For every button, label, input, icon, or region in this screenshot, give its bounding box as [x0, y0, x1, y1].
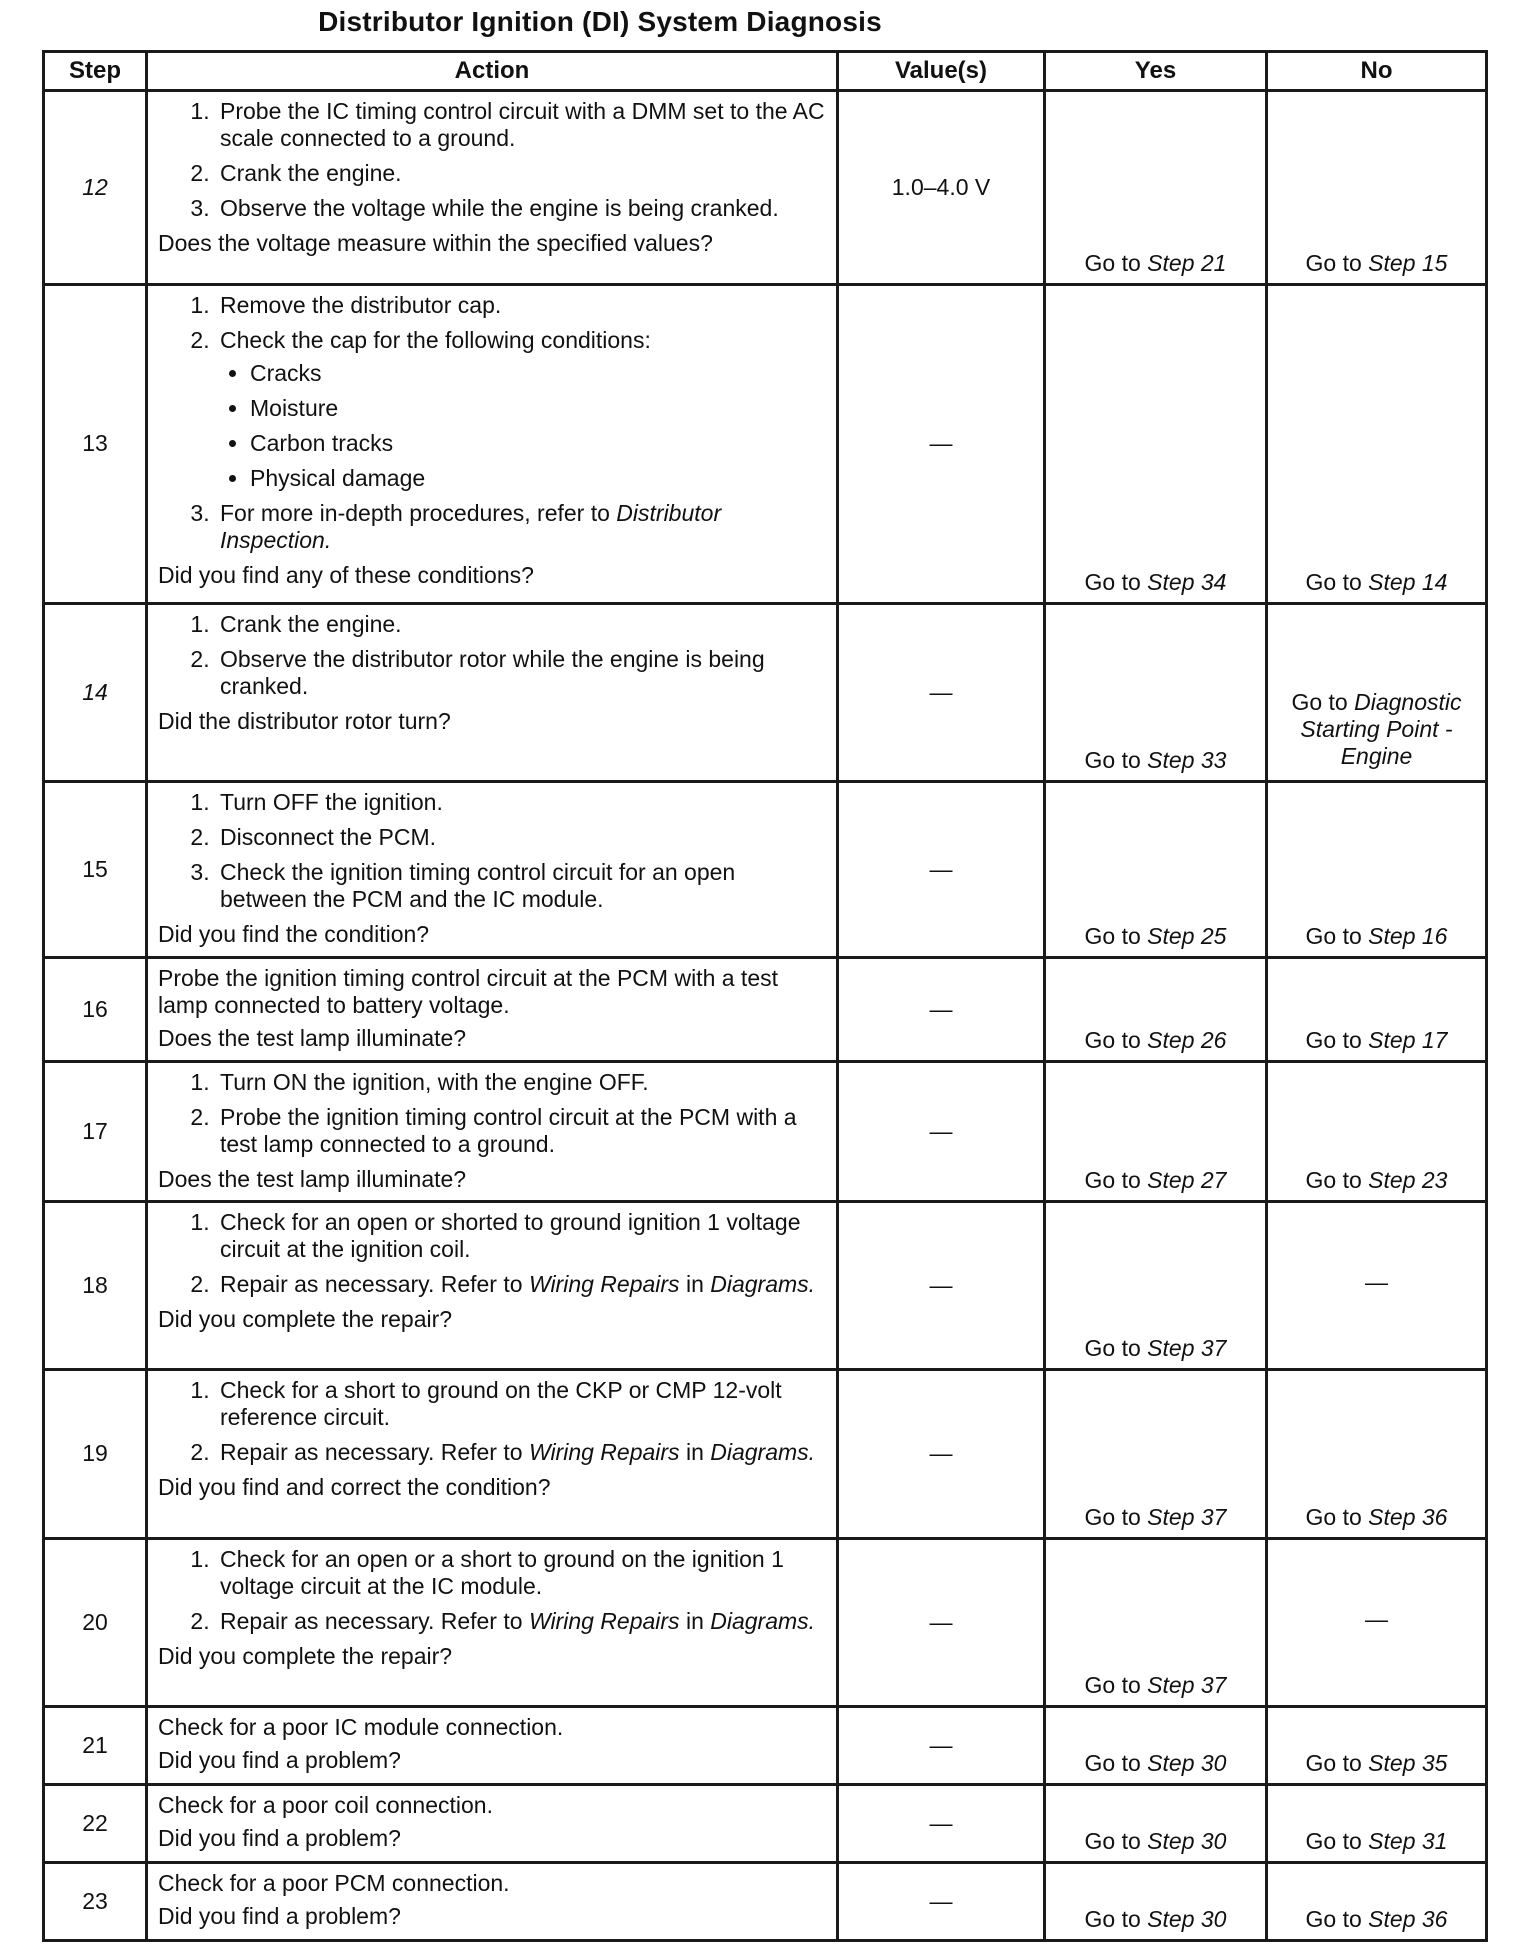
no-step-link[interactable]: Step 15 — [1368, 250, 1448, 277]
no-cell — [1267, 603, 1487, 781]
action-list — [158, 1546, 828, 1635]
step-number: 16 — [44, 957, 147, 1061]
reference-link[interactable]: Wiring Repairs — [528, 1439, 680, 1466]
action-cell — [147, 603, 838, 781]
action-cell — [147, 781, 838, 957]
value-cell: — — [838, 1370, 1045, 1538]
action-item: 1. Check for an open or a short to ground on the ignition 1 voltage circuit at the IC module. — [216, 1546, 828, 1600]
title-text: Distributor Ignition (DI) System Diagnosis — [318, 6, 882, 37]
table-row — [44, 1062, 1487, 1202]
yes-step-link[interactable]: Step 34 — [1147, 568, 1227, 595]
reference-link[interactable]: Wiring Repairs — [528, 1271, 680, 1298]
table-row — [44, 957, 1487, 1061]
action-text: Probe the ignition timing control circuit at the PCM with a test lamp connected to battery voltage. — [158, 964, 779, 1018]
go-to-text: Go to — [1305, 1906, 1362, 1932]
action-cell — [147, 1202, 838, 1370]
reference-link[interactable]: Distributor Inspection. — [220, 500, 722, 554]
condition-item: • Moisture — [250, 395, 828, 422]
no-step-link[interactable]: Diagnostic Starting Point - Engine — [1300, 688, 1462, 769]
go-to-text: Go to — [1084, 1671, 1141, 1698]
yes-step-link[interactable]: Step 21 — [1147, 250, 1227, 277]
yes-step-link[interactable]: Step 30 — [1147, 1749, 1227, 1776]
yes-step-link[interactable]: Step 26 — [1147, 1027, 1227, 1054]
value-cell: — — [838, 1062, 1045, 1202]
table-row — [44, 1370, 1487, 1538]
header-no: No — [1267, 52, 1487, 91]
reference-link[interactable]: Diagrams. — [710, 1271, 816, 1298]
condition-item: • Carbon tracks — [250, 430, 828, 457]
yes-cell — [1045, 603, 1267, 781]
action-text: Check for a poor IC module connection. — [158, 1713, 564, 1740]
no-cell — [1267, 781, 1487, 957]
go-to-text: Go to — [1305, 1503, 1362, 1530]
action-item-text: Repair as necessary. Refer to — [220, 1439, 523, 1466]
header-row — [44, 52, 1487, 91]
action-cell — [147, 957, 838, 1061]
question-text: Does the voltage measure within the specified values? — [158, 230, 713, 256]
question-text: Did you complete the repair? — [158, 1642, 453, 1669]
yes-step-link[interactable]: Step 30 — [1147, 1827, 1227, 1854]
yes-cell — [1045, 1202, 1267, 1370]
yes-cell — [1045, 781, 1267, 957]
question-text: Did you find any of these conditions? — [158, 562, 534, 589]
value-cell: — — [838, 957, 1045, 1061]
action-list — [158, 1209, 828, 1298]
table-row — [44, 603, 1487, 781]
page-title — [0, 6, 1520, 38]
no-cell — [1267, 285, 1487, 603]
no-cell — [1267, 1370, 1487, 1538]
header-action: Action — [147, 52, 838, 91]
no-cell — [1267, 91, 1487, 285]
yes-cell — [1045, 1706, 1267, 1784]
value-cell: — — [838, 603, 1045, 781]
action-item: 3. Check the ignition timing control circuit for an open between the PCM and the IC module. — [216, 859, 828, 913]
no-cell — [1267, 1062, 1487, 1202]
action-list — [158, 1377, 828, 1466]
go-to-text: Go to — [1084, 1027, 1141, 1054]
action-cell — [147, 1784, 838, 1862]
no-step-link[interactable]: Step 36 — [1368, 1906, 1448, 1932]
action-item — [216, 1439, 828, 1466]
go-to-text: Go to — [1084, 568, 1141, 595]
action-cell — [147, 285, 838, 603]
yes-cell — [1045, 1784, 1267, 1862]
go-to-text: Go to — [1305, 1827, 1362, 1854]
question-text: Did you find a problem? — [158, 1746, 401, 1773]
action-list — [158, 98, 828, 222]
step-number: 17 — [44, 1062, 147, 1202]
yes-step-link[interactable]: Step 33 — [1147, 746, 1227, 773]
action-list — [158, 611, 828, 700]
value-cell: 1.0–4.0 V — [838, 91, 1045, 285]
question-text: Did you find and correct the condition? — [158, 1474, 551, 1501]
no-cell — [1267, 1862, 1487, 1940]
question-text: Does the test lamp illuminate? — [158, 1166, 467, 1193]
value-cell: — — [838, 1706, 1045, 1784]
go-to-text: Go to — [1084, 746, 1141, 773]
step-number: 14 — [44, 603, 147, 781]
value-cell: — — [838, 1538, 1045, 1706]
step-number: 22 — [44, 1784, 147, 1862]
yes-cell — [1045, 91, 1267, 285]
action-item: 1. Turn ON the ignition, with the engine OFF. — [216, 1069, 828, 1096]
table-row — [44, 1784, 1487, 1862]
action-list — [158, 292, 828, 554]
condition-item: • Physical damage — [250, 465, 828, 492]
no-step-link[interactable]: Step 14 — [1368, 568, 1448, 595]
yes-cell — [1045, 1862, 1267, 1940]
value-cell: — — [838, 781, 1045, 957]
reference-link[interactable]: Diagrams. — [710, 1607, 816, 1634]
action-item-text: in — [685, 1607, 704, 1634]
action-item: 1. Probe the IC timing control circuit with a DMM set to the AC scale connected to a ground. — [216, 98, 828, 152]
no-step-link[interactable]: Step 23 — [1368, 1167, 1448, 1194]
yes-step-link[interactable]: Step 37 — [1147, 1503, 1227, 1530]
header-yes: Yes — [1045, 52, 1267, 91]
action-item-text: in — [685, 1271, 704, 1298]
no-cell: — — [1267, 1538, 1487, 1706]
yes-cell — [1045, 1062, 1267, 1202]
go-to-text: Go to — [1084, 1503, 1141, 1530]
table-row — [44, 91, 1487, 285]
no-step-link[interactable]: Step 35 — [1368, 1749, 1448, 1776]
table-row — [44, 781, 1487, 957]
question-text: Did you complete the repair? — [158, 1306, 453, 1333]
yes-step-link[interactable]: Step 30 — [1147, 1906, 1227, 1932]
action-item-text: Check the cap for the following conditions: — [220, 327, 651, 354]
action-cell — [147, 1706, 838, 1784]
go-to-text: Go to — [1084, 1749, 1141, 1776]
go-to-text: Go to — [1084, 922, 1141, 949]
step-number: 12 — [44, 91, 147, 285]
action-item-text: For more in-depth procedures, refer to — [220, 500, 610, 527]
step-number: 21 — [44, 1706, 147, 1784]
go-to-text: Go to — [1305, 922, 1362, 949]
question-text: Did you find a problem? — [158, 1824, 401, 1851]
go-to-text: Go to — [1305, 250, 1362, 277]
go-to-text: Go to — [1305, 1167, 1362, 1194]
no-step-link[interactable]: Step 36 — [1368, 1503, 1448, 1530]
table-row — [44, 285, 1487, 603]
action-cell — [147, 1538, 838, 1706]
action-item — [216, 327, 828, 492]
action-list — [158, 1069, 828, 1158]
step-number: 23 — [44, 1862, 147, 1940]
yes-cell — [1045, 1538, 1267, 1706]
table-row — [44, 1706, 1487, 1784]
action-item: 1. Check for an open or shorted to ground ignition 1 voltage circuit at the ignition coil. — [216, 1209, 828, 1263]
action-cell — [147, 91, 838, 285]
action-item: 1. Turn OFF the ignition. — [216, 789, 828, 816]
go-to-text: Go to — [1084, 250, 1141, 277]
go-to-text: Go to — [1084, 1335, 1141, 1362]
condition-item: • Cracks — [250, 360, 828, 387]
no-step-link[interactable]: Step 17 — [1368, 1027, 1448, 1054]
yes-step-link[interactable]: Step 37 — [1147, 1335, 1227, 1362]
go-to-text: Go to — [1305, 1027, 1362, 1054]
go-to-text: Go to — [1084, 1167, 1141, 1194]
go-to-text: Go to — [1305, 568, 1362, 595]
value-cell: — — [838, 1862, 1045, 1940]
yes-step-link[interactable]: Step 37 — [1147, 1671, 1227, 1698]
value-cell: — — [838, 1784, 1045, 1862]
yes-step-link[interactable]: Step 25 — [1147, 922, 1227, 949]
action-item-text: Repair as necessary. Refer to — [220, 1607, 523, 1634]
no-cell: — — [1267, 1202, 1487, 1370]
go-to-text: Go to — [1305, 1749, 1362, 1776]
action-item: 1. Check for a short to ground on the CKP or CMP 12-volt reference circuit. — [216, 1377, 828, 1431]
action-item: 3. Observe the voltage while the engine is being cranked. — [216, 195, 828, 222]
action-item: 2. Probe the ignition timing control circuit at the PCM with a test lamp connected to a ground. — [216, 1104, 828, 1158]
question-text: Did you find the condition? — [158, 920, 430, 947]
condition-list — [220, 360, 828, 492]
action-text: Check for a poor coil connection. — [158, 1791, 493, 1818]
yes-cell — [1045, 957, 1267, 1061]
table-row — [44, 1202, 1487, 1370]
question-text: Does the test lamp illuminate? — [158, 1024, 467, 1051]
yes-cell — [1045, 285, 1267, 603]
yes-cell — [1045, 1370, 1267, 1538]
action-item — [216, 500, 828, 554]
step-number: 18 — [44, 1202, 147, 1370]
question-text: Did the distributor rotor turn? — [158, 707, 451, 734]
no-cell — [1267, 1784, 1487, 1862]
action-text: Check for a poor PCM connection. — [158, 1869, 510, 1896]
action-item-text: in — [685, 1439, 704, 1466]
action-list — [158, 789, 828, 913]
value-cell: — — [838, 285, 1045, 603]
reference-link[interactable]: Wiring Repairs — [528, 1607, 680, 1634]
action-item: 2. Crank the engine. — [216, 160, 828, 187]
no-cell — [1267, 957, 1487, 1061]
yes-step-link[interactable]: Step 27 — [1147, 1167, 1227, 1194]
action-item-text: Repair as necessary. Refer to — [220, 1271, 523, 1298]
header-step: Step — [44, 52, 147, 91]
go-to-text: Go to — [1291, 688, 1348, 715]
table-row — [44, 1538, 1487, 1706]
table-row — [44, 1862, 1487, 1940]
step-number: 20 — [44, 1538, 147, 1706]
step-number: 15 — [44, 781, 147, 957]
diagnosis-table — [42, 50, 1488, 1942]
value-cell: — — [838, 1202, 1045, 1370]
action-item — [216, 1271, 828, 1298]
action-item: 1. Crank the engine. — [216, 611, 828, 638]
no-step-link[interactable]: Step 16 — [1368, 922, 1448, 949]
action-cell — [147, 1862, 838, 1940]
question-text: Did you find a problem? — [158, 1902, 401, 1929]
action-item: 2. Observe the distributor rotor while the engine is being cranked. — [216, 646, 828, 700]
action-item — [216, 1608, 828, 1635]
action-cell — [147, 1370, 838, 1538]
action-item: 2. Disconnect the PCM. — [216, 824, 828, 851]
action-cell — [147, 1062, 838, 1202]
step-number: 13 — [44, 285, 147, 603]
go-to-text: Go to — [1084, 1906, 1141, 1932]
no-cell — [1267, 1706, 1487, 1784]
reference-link[interactable]: Diagrams. — [710, 1439, 816, 1466]
no-step-link[interactable]: Step 31 — [1368, 1827, 1448, 1854]
action-item: 1. Remove the distributor cap. — [216, 292, 828, 319]
step-number: 19 — [44, 1370, 147, 1538]
header-values: Value(s) — [838, 52, 1045, 91]
go-to-text: Go to — [1084, 1827, 1141, 1854]
